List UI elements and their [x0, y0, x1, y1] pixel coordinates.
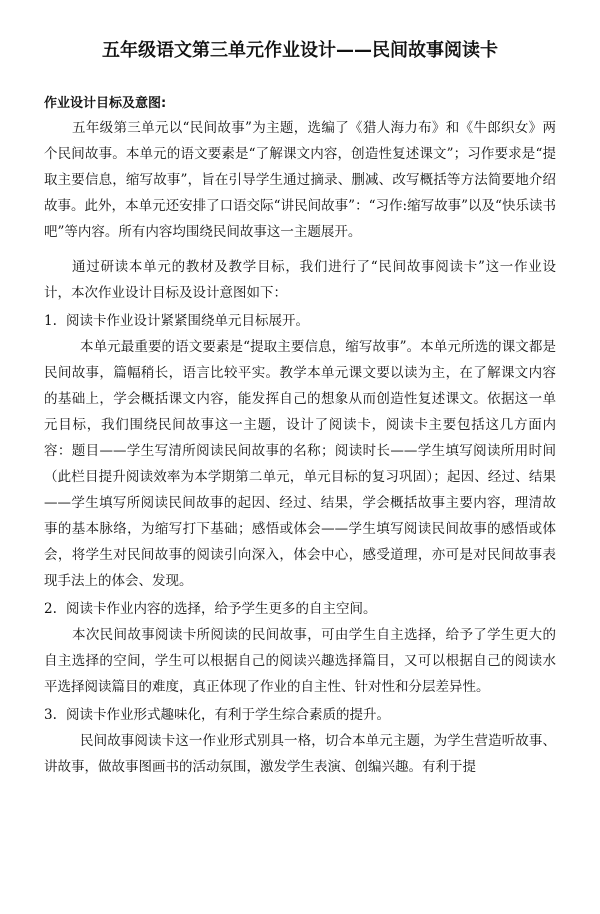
list-number: 3. — [44, 707, 57, 723]
list-heading-text: 阅读卡作业形式趣味化，有利于学生综合素质的提升。 — [66, 707, 390, 723]
list-item-2-body: 本次民间故事阅读卡所阅读的民间故事，可由学生自主选择，给予了学生更大的自主选择的空间，学生可以根据自己的阅读兴趣选择篇目，又可以根据自己的阅读水平选择阅读篇目的难度，真正体现了作业的自主性、针对性和分层差异性。 — [44, 627, 556, 695]
document-title: 五年级语文第三单元作业设计——民间故事阅读卡 — [102, 40, 498, 61]
list-item-3-heading — [44, 702, 556, 728]
list-item-1-heading — [44, 308, 556, 334]
intro-paragraph-2: 通过研读本单元的教材及教学目标，我们进行了“民间故事阅读卡”这一作业设计，本次作业设计目标及设计意图如下： — [44, 259, 556, 301]
list-number: 1. — [44, 313, 57, 329]
section-heading: 作业设计目标及意图: — [44, 96, 167, 111]
list-item-2-heading — [44, 596, 556, 622]
list-item-1-body: 本单元最重要的语文要素是“提取主要信息，缩写故事”。本单元所选的课文都是民间故事，篇幅稍长，语言比较平实。教学本单元课文要以读为主，在了解课文内容的基础上，学会概括课文内容，能发挥自己的想象从而创造性复述课文。依据这一单元目标，我们围绕民间故事这一主题，设计了阅读卡，阅读卡主要包括这几方面内容：题目——学生写清所阅读民间故事的名称；阅读时长——学生填写阅读所用时间（此栏目提升阅读效率为本学期第二单元，单元目标的复习巩固）；起因、经过、结果——学生填写所阅读民间故事的起因、经过、结果，学会概括故事主要内容，理清故事的基本脉络，为缩写打下基础；感悟或体会——学生填写阅读民间故事的感悟或体会，将学生对民间故事的阅读引向深入，体会中心，感受道理，亦可是对民间故事表现手法上的体会、发现。 — [44, 339, 556, 589]
list-number: 2. — [44, 601, 57, 617]
list-heading-text: 阅读卡作业内容的选择，给予学生更多的自主空间。 — [66, 601, 377, 617]
list-heading-text: 阅读卡作业设计紧紧围绕单元目标展开。 — [66, 313, 309, 329]
list-item-3-body: 民间故事阅读卡这一作业形式别具一格，切合本单元主题，为学生营造听故事、讲故事，做故事图画书的活动氛围，激发学生表演、创编兴趣。有利于提 — [44, 733, 556, 775]
intro-paragraph-1: 五年级第三单元以“民间故事”为主题，选编了《猎人海力布》和《牛郎织女》两个民间故事。本单元的语文要素是“了解课文内容，创造性复述课文”；习作要求是“提取主要信息，缩写故事”，旨在引导学生通过摘录、删减、改写概括等方法简要地介绍故事。此外，本单元还安排了口语交际“讲民间故事”：“习作:缩写故事”以及“快乐读书吧”等内容。所有内容均围绕民间故事这一主题展开。 — [44, 120, 556, 240]
